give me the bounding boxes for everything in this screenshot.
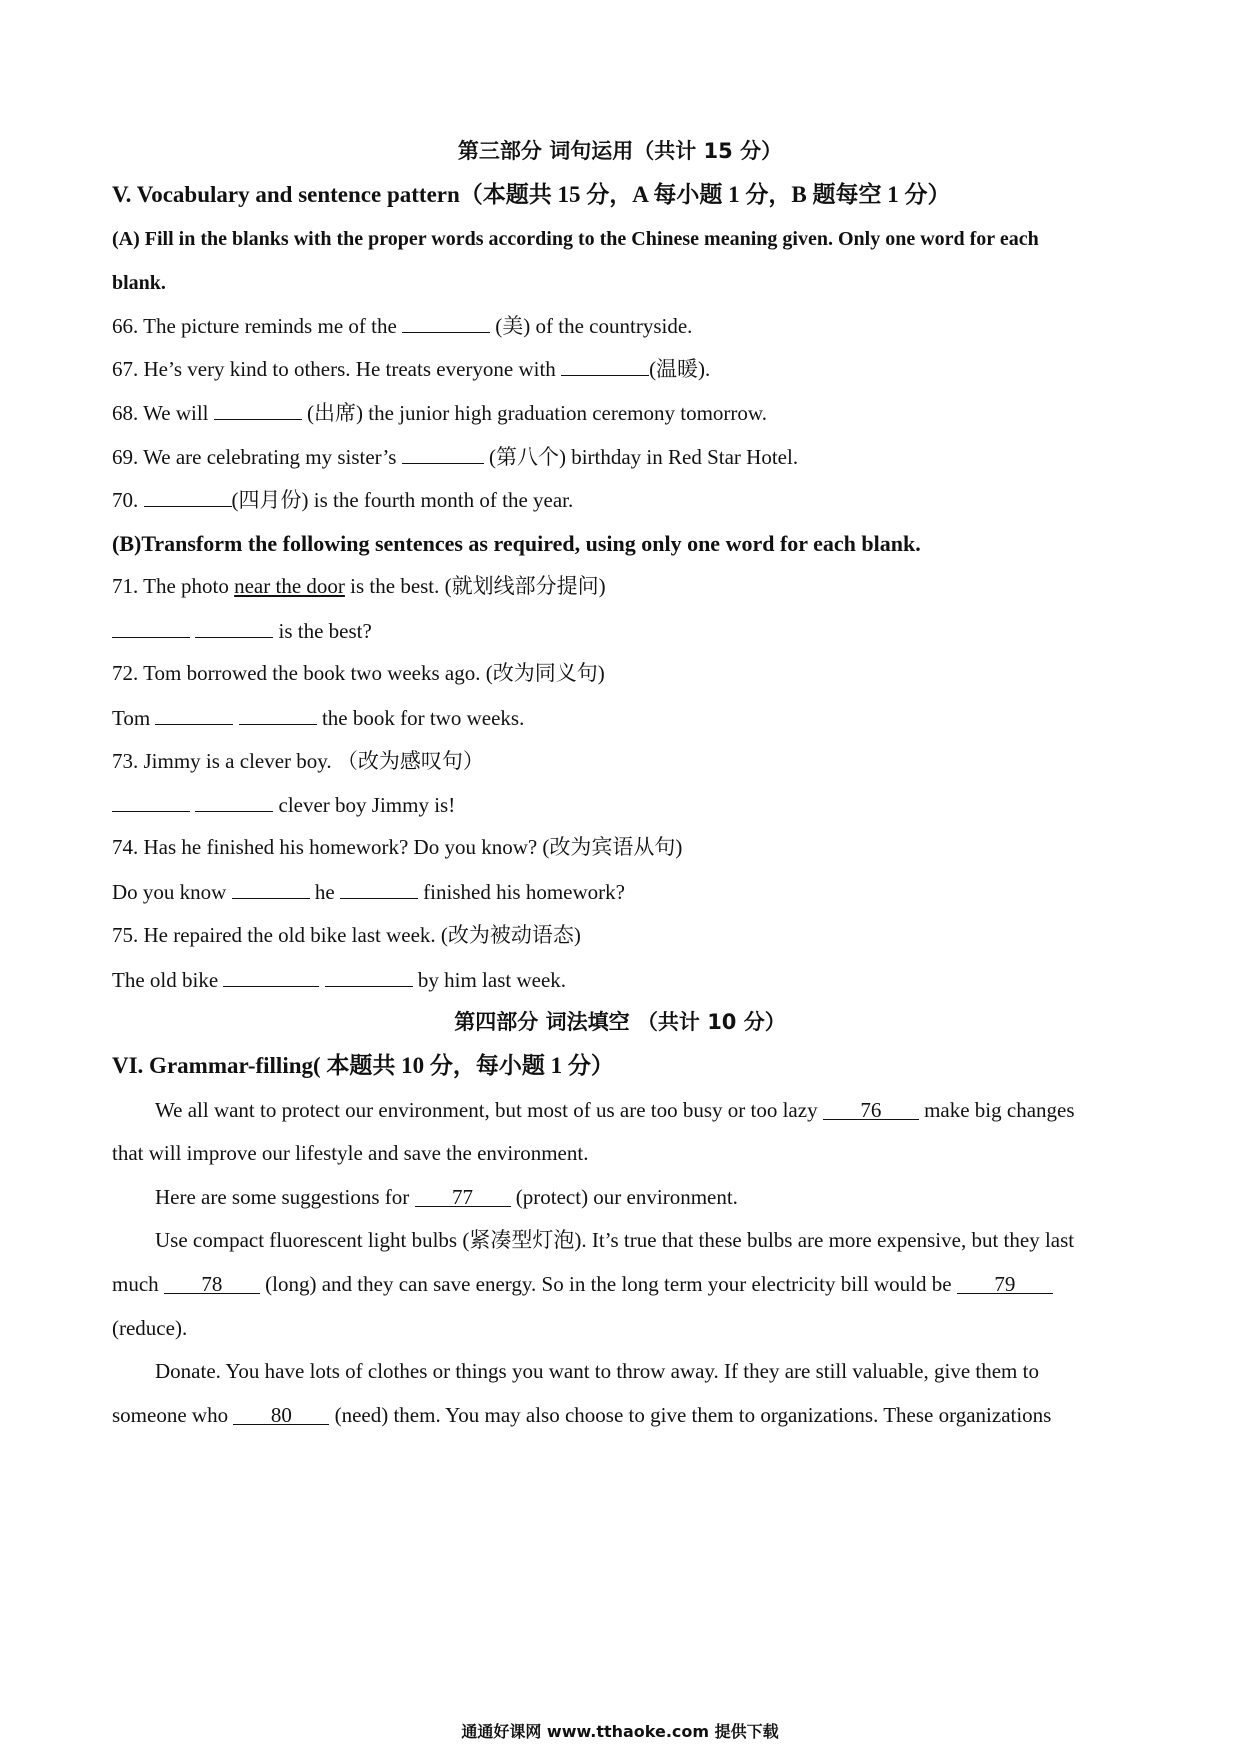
passage-line: (reduce). xyxy=(112,1316,188,1340)
answer-blank[interactable] xyxy=(402,441,484,464)
blank-79[interactable]: 79 xyxy=(957,1269,1053,1294)
answer-blank[interactable] xyxy=(214,397,302,420)
answer-blank[interactable] xyxy=(195,789,273,812)
section-a-instruction-cont: blank. xyxy=(112,272,166,294)
passage-line: much 78 (long) and they can save energy. So in the long term your electricity bill would be 79 xyxy=(112,1269,1142,1299)
section-b-instruction: (B)Transform the following sentences as required, using only one word for each blank. xyxy=(112,531,921,556)
blank-77[interactable]: 77 xyxy=(415,1182,511,1207)
passage-line: Use compact fluorescent light bulbs (紧凑型灯泡). It’s true that these bulbs are more expensive, but they last xyxy=(155,1228,1075,1252)
answer-blank[interactable] xyxy=(223,964,319,987)
blank-78[interactable]: 78 xyxy=(164,1269,260,1294)
answer-73: clever boy Jimmy is! xyxy=(112,789,1142,820)
answer-blank[interactable] xyxy=(340,876,418,899)
blank-80[interactable]: 80 xyxy=(233,1400,329,1425)
answer-blank[interactable] xyxy=(239,702,317,725)
answer-blank[interactable] xyxy=(402,310,490,333)
answer-blank[interactable] xyxy=(155,702,233,725)
passage-line: Donate. You have lots of clothes or things you want to throw away. If they are still valuable, give them to xyxy=(155,1359,1039,1383)
answer-74: Do you know he finished his homework? xyxy=(112,876,1142,907)
answer-blank[interactable] xyxy=(144,484,232,507)
question-69: 69. We are celebrating my sister’s (第八个) birthday in Red Star Hotel. xyxy=(112,441,1142,472)
answer-blank[interactable] xyxy=(232,876,310,899)
answer-blank[interactable] xyxy=(325,964,413,987)
passage-line: someone who 80 (need) them. You may also choose to give them to organizations. These organizations xyxy=(112,1400,1142,1430)
answer-75: The old bike by him last week. xyxy=(112,964,1142,995)
section-v-heading: V. Vocabulary and sentence pattern（本题共 15 分，A 每小题 1 分，B 题每空 1 分） xyxy=(112,182,951,207)
part3-title: 第三部分 词句运用（共计 15 分） xyxy=(457,139,783,163)
passage-line: Here are some suggestions for 77 (protect) our environment. xyxy=(155,1182,1145,1212)
passage-line: that will improve our lifestyle and save the environment. xyxy=(112,1141,589,1165)
section-a-instruction: (A) Fill in the blanks with the proper words according to the Chinese meaning given. Only one word for each xyxy=(112,228,1039,250)
question-70: 70. (四月份) is the fourth month of the year. xyxy=(112,484,1142,515)
underlined-phrase: near the door xyxy=(234,574,345,598)
question-71: 71. The photo near the door is the best. (就划线部分提问) xyxy=(112,574,606,598)
question-66: 66. The picture reminds me of the (美) of the countryside. xyxy=(112,310,1142,341)
question-73: 73. Jimmy is a clever boy. （改为感叹句） xyxy=(112,749,484,773)
question-68: 68. We will (出席) the junior high graduation ceremony tomorrow. xyxy=(112,397,1142,428)
section-vi-heading: VI. Grammar-filling( 本题共 10 分，每小题 1 分） xyxy=(112,1053,614,1078)
answer-blank[interactable] xyxy=(112,789,190,812)
answer-72: Tom the book for two weeks. xyxy=(112,702,1142,733)
part4-title: 第四部分 词法填空 （共计 10 分） xyxy=(454,1010,786,1034)
page-footer: 通通好课网 www.tthaoke.com 提供下载 xyxy=(461,1722,779,1741)
question-75: 75. He repaired the old bike last week. (改为被动语态) xyxy=(112,923,581,947)
answer-71: is the best? xyxy=(112,615,1142,646)
passage-line: We all want to protect our environment, but most of us are too busy or too lazy 76 make big changes xyxy=(155,1095,1145,1125)
blank-76[interactable]: 76 xyxy=(823,1095,919,1120)
question-72: 72. Tom borrowed the book two weeks ago. (改为同义句) xyxy=(112,661,605,685)
answer-blank[interactable] xyxy=(561,353,649,376)
question-74: 74. Has he finished his homework? Do you know? (改为宾语从句) xyxy=(112,835,683,859)
answer-blank[interactable] xyxy=(195,615,273,638)
answer-blank[interactable] xyxy=(112,615,190,638)
question-67: 67. He’s very kind to others. He treats everyone with (温暖). xyxy=(112,353,1142,384)
